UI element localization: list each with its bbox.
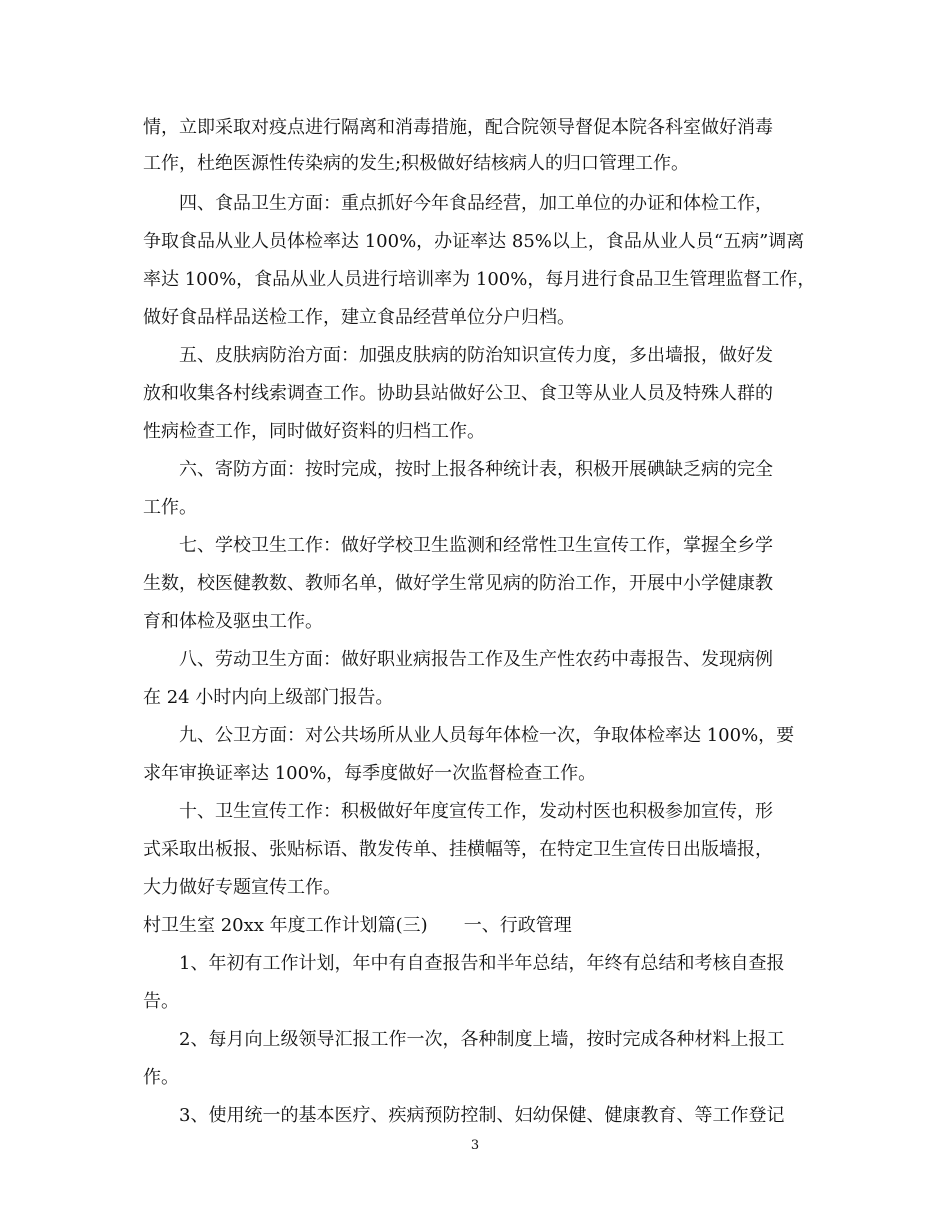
body-text-line: 率达 100%，食品从业人员进行培训率为 100%，每月进行食品卫生管理监督工作， — [143, 269, 816, 290]
list-item-three: 3、使用统一的基本医疗、疾病预防控制、妇幼保健、健康教育、等工作登记 — [179, 1105, 785, 1126]
body-text-line: 作。 — [143, 1067, 179, 1088]
list-item-two: 2、每月向上级领导汇报工作一次，各种制度上墙，按时完成各种材料上报工 — [179, 1029, 785, 1050]
section-heading-school-hygiene: 七、学校卫生工作：做好学校卫生监测和经常性卫生宣传工作，掌握全乡学 — [179, 535, 773, 556]
body-text-line: 情，立即采取对疫点进行隔离和消毒措施，配合院领导督促本院各科室做好消毒 — [143, 117, 773, 138]
body-text-line: 工作，杜绝医源性传染病的发生;积极做好结核病人的归口管理工作。 — [143, 153, 690, 174]
body-text-line: 式采取出板报、张贴标语、散发传单、挂横幅等，在特定卫生宣传日出版墙报， — [143, 839, 773, 860]
section-heading-public-health: 九、公卫方面：对公共场所从业人员每年体检一次，争取体检率达 100%，要 — [179, 725, 795, 746]
plan-title-part-three: 村卫生室 20xx 年度工作计划篇(三) 一、行政管理 — [143, 915, 572, 936]
body-text-line: 在 24 小时内向上级部门报告。 — [143, 687, 394, 708]
body-text-line: 求年审换证率达 100%，每季度做好一次监督检查工作。 — [143, 763, 597, 784]
section-heading-labor-hygiene: 八、劳动卫生方面：做好职业病报告工作及生产性农药中毒报告、发现病例 — [179, 649, 773, 670]
body-text-line: 性病检查工作，同时做好资料的归档工作。 — [143, 421, 485, 442]
body-text-line: 大力做好专题宣传工作。 — [143, 877, 341, 898]
section-heading-food-hygiene: 四、食品卫生方面：重点抓好今年食品经营，加工单位的办证和体检工作， — [179, 193, 773, 214]
body-text-line: 育和体检及驱虫工作。 — [143, 611, 323, 632]
list-item-one: 1、年初有工作计划，年中有自查报告和半年总结，年终有总结和考核自查报 — [179, 953, 785, 974]
body-text-line: 放和收集各村线索调查工作。协助县站做好公卫、食卫等从业人员及特殊人群的 — [143, 383, 773, 404]
section-heading-skin-disease: 五、皮肤病防治方面：加强皮肤病的防治知识宣传力度，多出墙报，做好发 — [179, 345, 773, 366]
body-text-line: 工作。 — [143, 497, 197, 518]
section-heading-health-promotion: 十、卫生宣传工作：积极做好年度宣传工作，发动村医也积极参加宣传，形 — [179, 801, 773, 822]
page-number: 3 — [470, 1138, 480, 1153]
section-heading-parasite-prevention: 六、寄防方面：按时完成，按时上报各种统计表，积极开展碘缺乏病的完全 — [179, 459, 773, 480]
body-text-line: 做好食品样品送检工作，建立食品经营单位分户归档。 — [143, 307, 575, 328]
body-text-line: 告。 — [143, 991, 179, 1012]
body-text-line: 争取食品从业人员体检率达 100%，办证率达 85%以上，食品从业人员“五病”调离 — [143, 231, 805, 252]
body-text-line: 生数，校医健教数、教师名单，做好学生常见病的防治工作，开展中小学健康教 — [143, 573, 773, 594]
